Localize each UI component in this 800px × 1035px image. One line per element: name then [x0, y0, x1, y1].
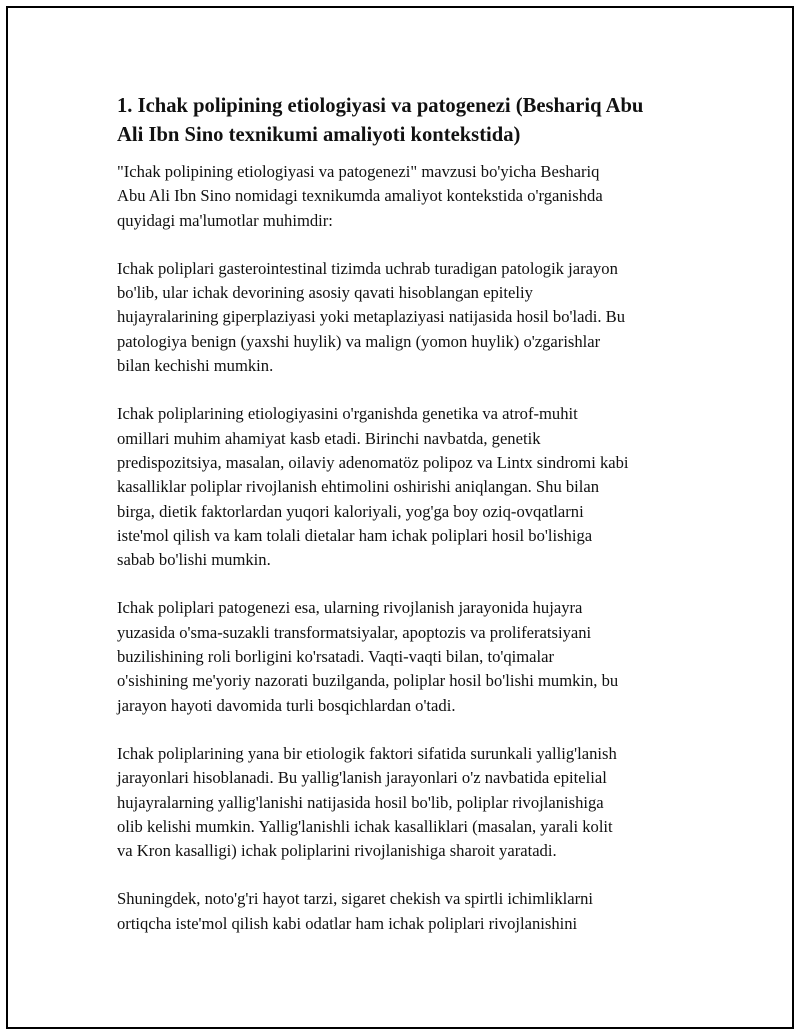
paragraph-definition: [117, 257, 677, 378]
paragraph-lifestyle: [117, 887, 677, 936]
text-line: "Ichak polipining etiologiyasi va patogenezi" mavzusi bo'yicha Beshariq: [117, 162, 600, 181]
text-line: jarayon hayoti davomida turli bosqichlardan o'tadi.: [117, 695, 456, 715]
paragraph-inflammation: [117, 742, 677, 863]
heading-line: Ali Ibn Sino texnikumi amaliyoti kontekstida): [117, 124, 521, 146]
text-line: bilan kechishi mumkin.: [117, 356, 274, 376]
text-line: omillari muhim ahamiyat kasb etadi. Birinchi navbatda, genetik: [117, 428, 541, 448]
text-line: hujayralarining giperplaziyasi yoki metaplaziyasi natijasida hosil bo'ladi. Bu: [117, 307, 626, 327]
section-heading: [117, 92, 677, 150]
text-line: jarayonlari hisoblanadi. Bu yallig'lanish jarayonlari o'z navbatida epitelial: [117, 768, 607, 788]
text-line: birga, dietik faktorlardan yuqori kaloriyali, yog'ga boy oziq-ovqatlarni: [117, 501, 584, 521]
text-line: yuzasida o'sma-suzakli transformatsiyalar, apoptozis va proliferatsiyani: [117, 622, 592, 642]
text-line: iste'mol qilish va kam tolali dietalar ham ichak poliplari hosil bo'lishiga: [117, 525, 593, 545]
text-line: buzilishining roli borligini ko'rsatadi. Vaqti-vaqti bilan, to'qimalar: [117, 647, 555, 667]
text-line: ortiqcha iste'mol qilish kabi odatlar ham ichak poliplari rivojlanishini: [117, 913, 578, 933]
text-line: Shuningdek, noto'g'ri hayot tarzi, sigaret chekish va spirtli ichimliklarni: [117, 889, 594, 909]
document-body: [117, 92, 677, 960]
text-line: sabab bo'lishi mumkin.: [117, 550, 271, 570]
text-line: patologiya benign (yaxshi huylik) va malign (yomon huylik) o'zgarishlar: [117, 331, 601, 351]
text-line: Ichak poliplarining yana bir etiologik faktori sifatida surunkali yallig'lanish: [117, 743, 617, 763]
text-line: hujayralarning yallig'lanishi natijasida hosil bo'lib, poliplar rivojlanishiga: [117, 792, 604, 812]
text-line: kasalliklar poliplar rivojlanish ehtimolini oshirishi aniqlangan. Shu bilan: [117, 477, 600, 497]
text-line: o'sishining me'yoriy nazorati buzilganda, poliplar hosil bo'lishi mumkin, bu: [117, 671, 619, 691]
text-line: quyidagi ma'lumotlar muhimdir:: [117, 210, 333, 230]
text-line: Ichak poliplari patogenezi esa, ularning rivojlanish jarayonida hujayra: [117, 598, 583, 618]
text-line: va Kron kasalligi) ichak poliplarini rivojlanishiga sharoit yaratadi.: [117, 841, 557, 861]
text-line: Ichak poliplari gasterointestinal tizimda uchrab turadigan patologik jarayon: [117, 258, 618, 278]
paragraph-pathogenesis: [117, 596, 677, 717]
text-line: Ichak poliplarining etiologiyasini o'rganishda genetika va atrof-muhit: [117, 404, 578, 424]
paragraph-etiology: [117, 402, 677, 572]
text-line: olib kelishi mumkin. Yallig'lanishli ichak kasalliklari (masalan, yarali kolit: [117, 816, 613, 836]
text-line: bo'lib, ular ichak devorining asosiy qavati hisoblangan epiteliy: [117, 283, 533, 303]
text-line: Abu Ali Ibn Sino nomidagi texnikumda amaliyot kontekstida o'rganishda: [117, 186, 603, 206]
text-line: predispozitsiya, masalan, oilaviy adenomatöz polipoz va Lintx sindromi kabi: [117, 452, 629, 472]
paragraph-intro: [117, 160, 677, 233]
heading-line: 1. Ichak polipining etiologiyasi va patogenezi (Beshariq Abu: [117, 95, 644, 117]
